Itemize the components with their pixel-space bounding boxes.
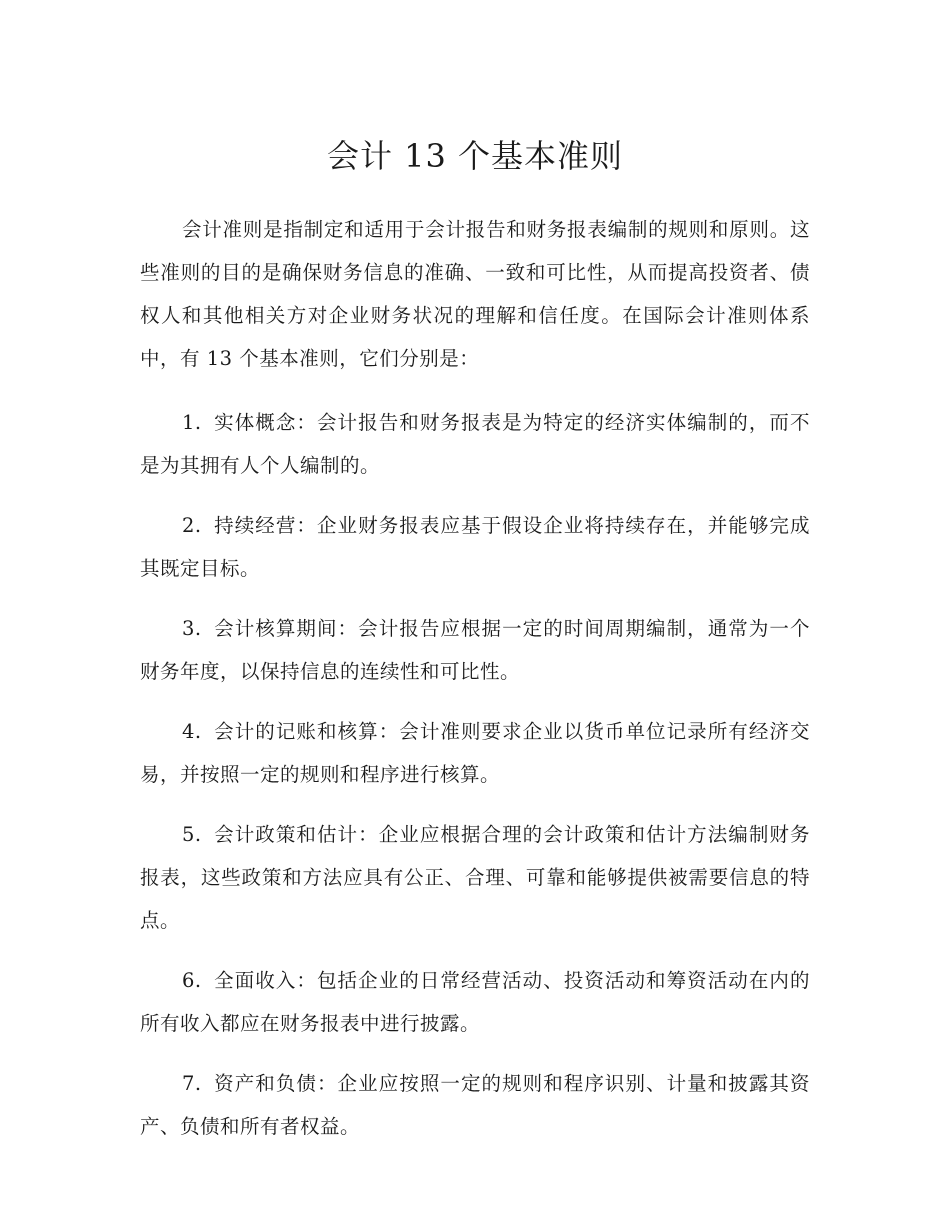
list-item-text: 全面收入：包括企业的日常经营活动、投资活动和筹资活动在内的所有收入都应在财务报表中进行披露。 <box>140 969 810 1035</box>
list-item-number: 2. <box>182 514 202 537</box>
list-item <box>140 813 810 942</box>
list-item-number: 7. <box>182 1072 202 1095</box>
list-item-number: 4. <box>182 720 202 743</box>
list-item <box>140 401 810 487</box>
list-item <box>140 1062 810 1148</box>
list-item-text: 实体概念：会计报告和财务报表是为特定的经济实体编制的，而不是为其拥有人个人编制的。 <box>140 411 810 477</box>
list-item-number: 6. <box>182 969 202 992</box>
document-title: 会计 13 个基本准则 <box>326 137 624 175</box>
list-item-text: 资产和负债：企业应按照一定的规则和程序识别、计量和披露其资产、负债和所有者权益。 <box>140 1072 810 1138</box>
list-item-text: 持续经营：企业财务报表应基于假设企业将持续存在，并能够完成其既定目标。 <box>140 514 810 580</box>
list-item <box>140 607 810 693</box>
list-item-text: 会计政策和估计：企业应根据合理的会计政策和估计方法编制财务报表，这些政策和方法应具有公正、合理、可靠和能够提供被需要信息的特点。 <box>140 823 810 932</box>
list-item <box>140 959 810 1045</box>
intro-paragraph: 会计准则是指制定和适用于会计报告和财务报表编制的规则和原则。这些准则的目的是确保财务信息的准确、一致和可比性，从而提高投资者、债权人和其他相关方对企业财务状况的理解和信任度。在国际会计准则体系中，有 13 个基本准则，它们分别是： <box>140 218 810 370</box>
list-item <box>140 710 810 796</box>
list-item-number: 1. <box>182 411 202 434</box>
list-item <box>140 504 810 590</box>
list-item-number: 5. <box>182 823 202 846</box>
list-item-text: 会计核算期间：会计报告应根据一定的时间周期编制，通常为一个财务年度，以保持信息的连续性和可比性。 <box>140 617 810 683</box>
list-item-text: 会计的记账和核算：会计准则要求企业以货币单位记录所有经济交易，并按照一定的规则和程序进行核算。 <box>140 720 810 786</box>
list-item-number: 3. <box>182 617 202 640</box>
